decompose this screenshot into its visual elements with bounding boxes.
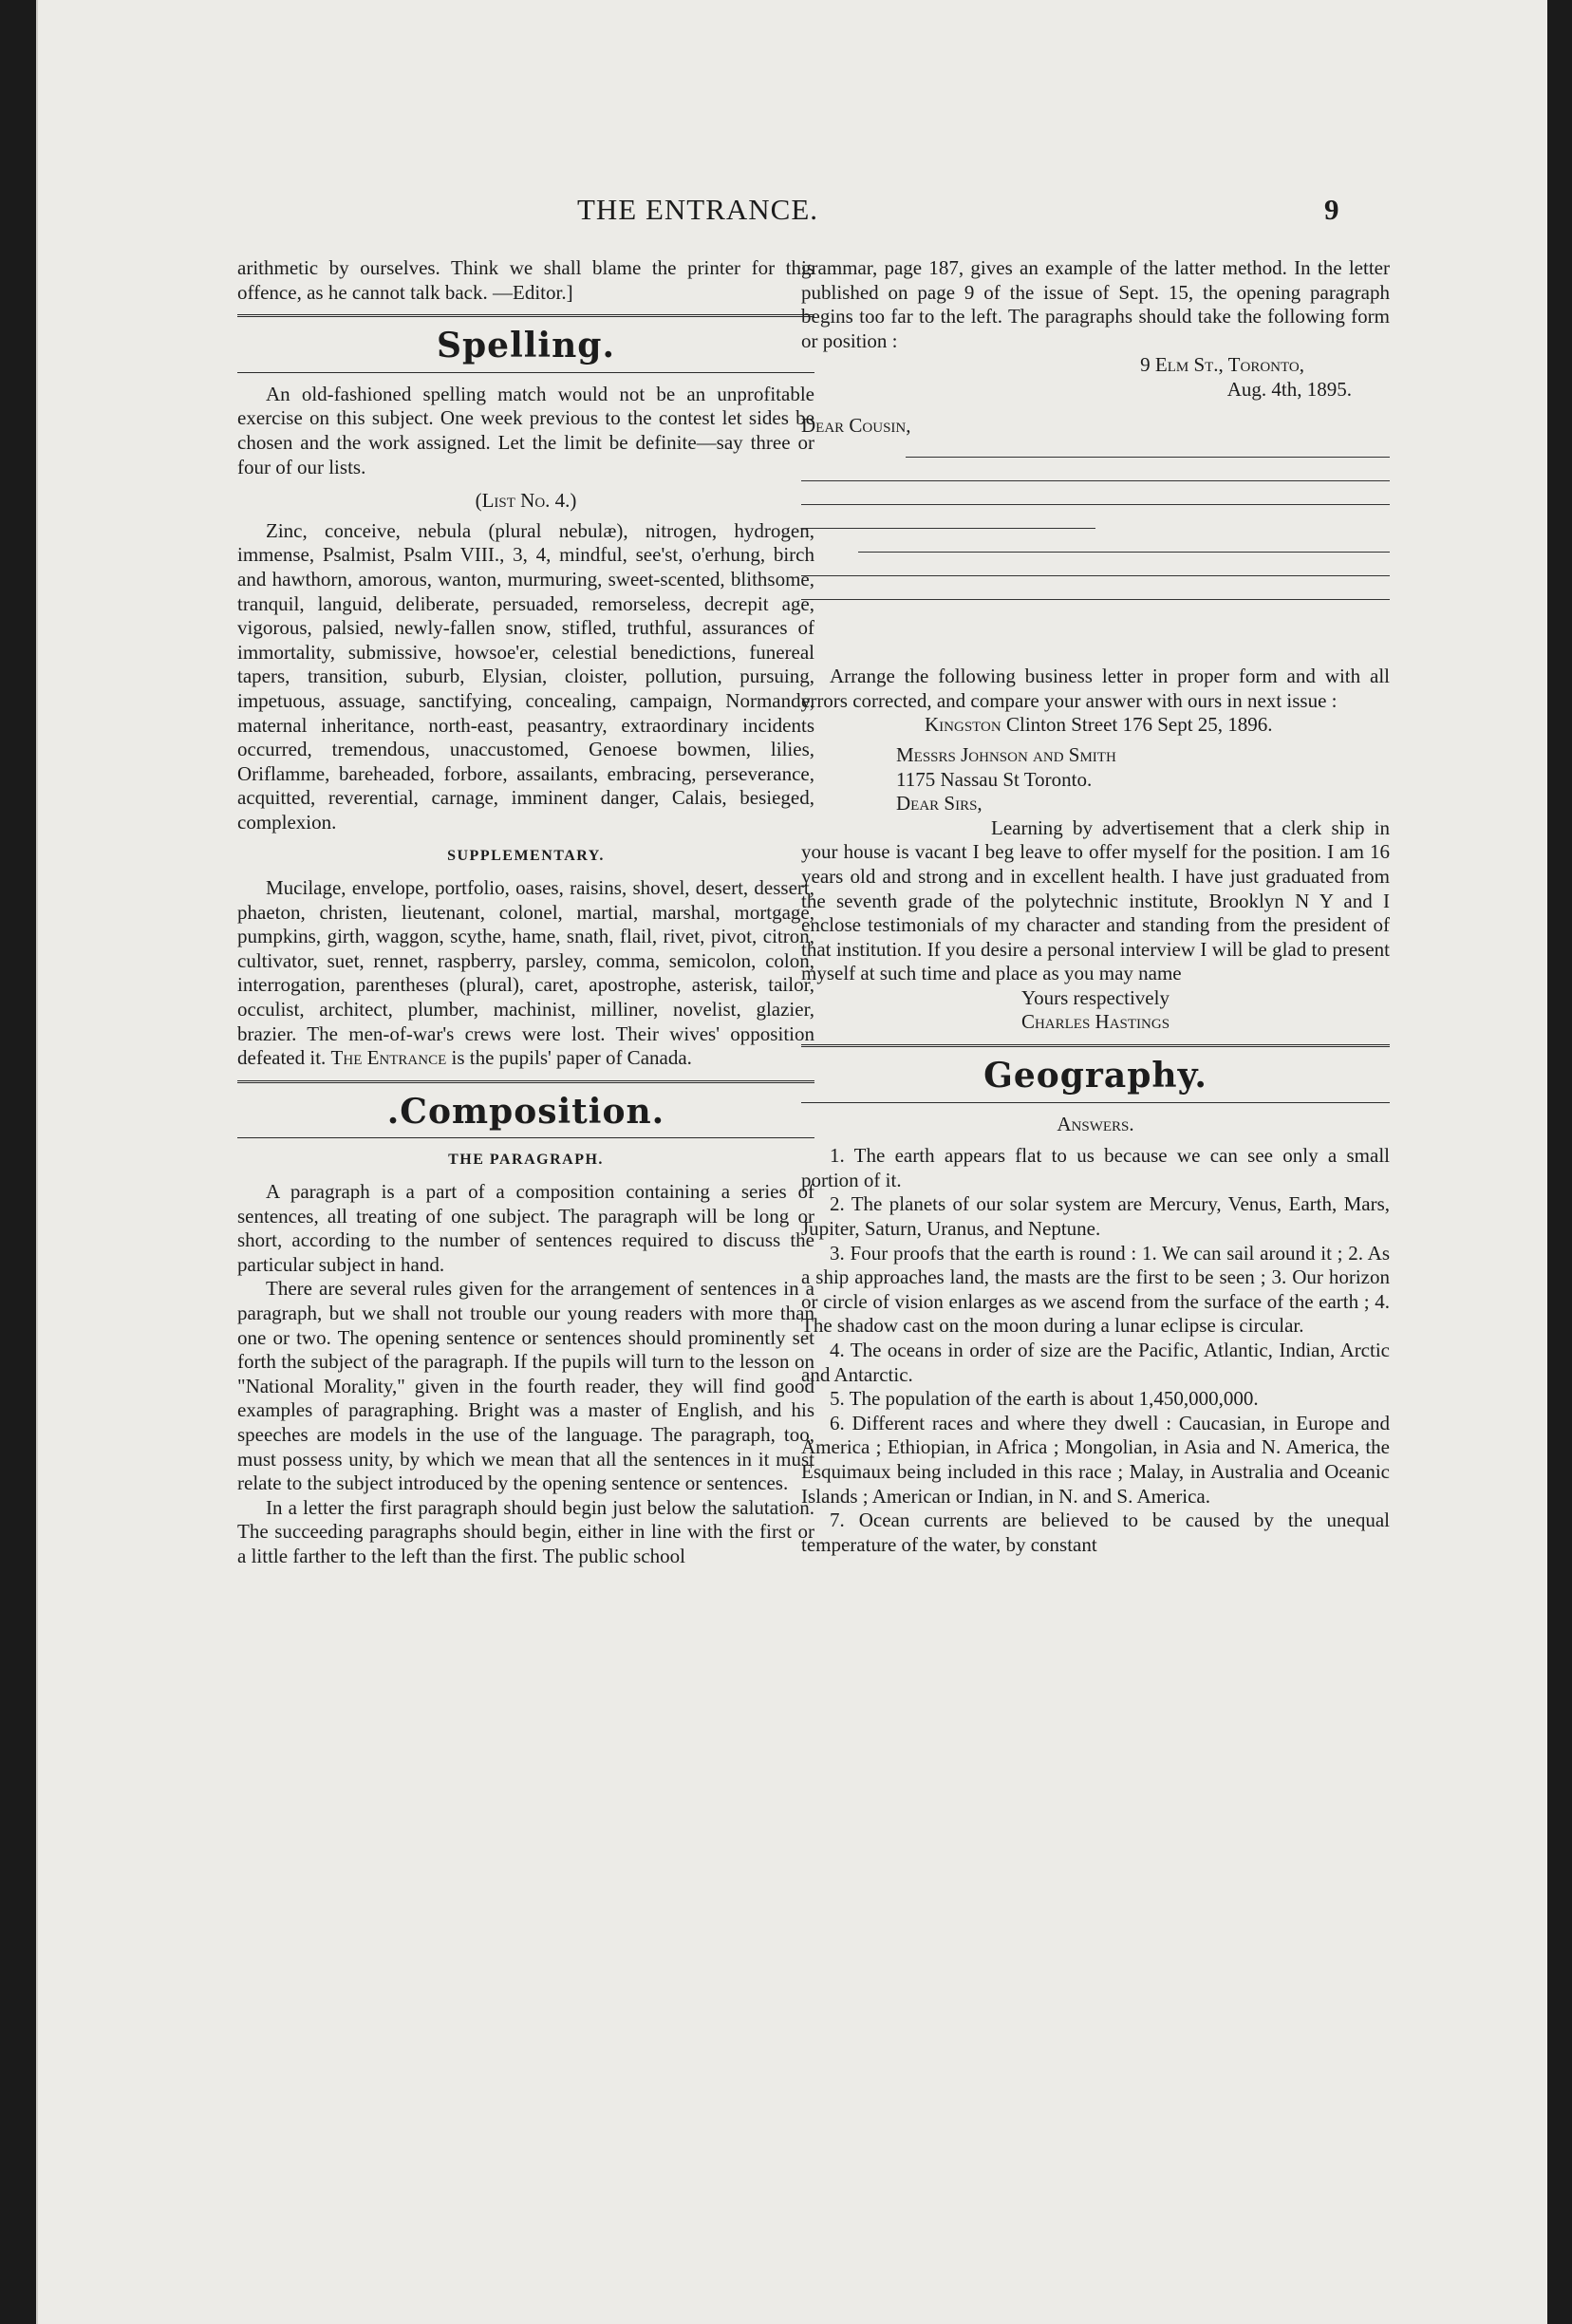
supplementary-words: Mucilage, envelope, portfolio, oases, raisins, shovel, desert, dessert, phaeton, christen, lieutenant, colonel, martial, marshal, mortgage, pumpkins, girth, waggon, scythe, hame, snath, flail, rivet, pivot, citron, cultivator, suet, rennet, raspberry, parsley, comma, semicolon, colon, interrogation, parentheses (plural), caret, apostrophe, asterisk, tailor, occulist, architect, plumber, machinist, milliner, novelist, glazier, brazier. The men-of-war's crews were lost. Their wives' opposition defeated it.	[237, 876, 814, 1070]
running-head: THE ENTRANCE.	[576, 193, 819, 226]
answer-item: 1. The earth appears flat to us because we can see only a small portion of it.	[801, 1144, 1390, 1191]
composition-paragraph: There are several rules given for the arrangement of sentences in a paragraph, but we shall not trouble our young readers with more than one or two. The opening sentence or sentences should prominently set forth the subject of the paragraph. If the pupils will turn to the lesson on "National Morality," given in the fourth reader, they will find good examples of paragraphing. Bright was a master of English, and his speeches are models in the use of the language. The paragraph, too, must possess unity, by which we mean that all the sentences in it must relate to the subject introduced by the opening sentence or sentences.	[237, 1277, 814, 1495]
supplementary-label: SUPPLEMENTARY.	[447, 848, 605, 865]
letter-body: Learning by advertisement that a clerk ship in your house is vacant I beg leave to offer myself for the position. I am 16 years old and strong and in excellent health. I have just graduated from the seventh grade of the polytechnic institute, Brooklyn N Y and I enclose testimonials of my character and standing from the president of that institution. If you desire a personal interview I will be glad to present myself at such time and place as you may name	[801, 815, 1390, 985]
section-rule	[801, 1102, 1390, 1103]
spelling-intro: An old-fashioned spelling match would not be an unprofitable exercise on this subject. One week previous to the contest let sides be chosen and the work assigned. Let the limit be definite—say three or four of our lists.	[237, 382, 814, 478]
geography-heading: Geography.	[983, 1056, 1207, 1096]
answer-item: 5. The population of the earth is about 1,450,000,000.	[830, 1387, 1259, 1411]
sample-salutation: Dear Cousin,	[801, 413, 911, 437]
letter-heading-rest: Clinton Street 176 Sept 25, 1896.	[1001, 713, 1273, 737]
section-rule	[237, 372, 814, 373]
letter-closing: Yours respectively	[1021, 985, 1170, 1009]
answer-item: 2. The planets of our solar system are Mercury, Venus, Earth, Mars, Jupiter, Saturn, Uranus, and Neptune.	[801, 1192, 1390, 1241]
right-column	[801, 256, 1390, 1557]
blank-line	[801, 528, 1095, 529]
page	[36, 0, 1547, 2324]
spacer	[801, 644, 1390, 665]
blank-line	[801, 575, 1390, 576]
letter-city: Kingston	[925, 713, 1001, 737]
answers-list	[801, 1144, 1390, 1557]
page-number: 9	[1324, 193, 1339, 226]
letter-heading	[925, 713, 1390, 738]
composition-heading: .Composition.	[386, 1091, 665, 1132]
paragraph-subheading: THE PARAGRAPH.	[448, 1152, 604, 1169]
list-label: (List No. 4.)	[475, 489, 577, 513]
spelling-list: Zinc, conceive, nebula (plural nebulæ), nitrogen, hydrogen, immense, Psalmist, Psalm VIII., 3, 4, mindful, see'st, o'erhung, birch and hawthorn, amorous, wanton, murmuring, sweet-scented, blithsome, tranquil, languid, deliberate, persuaded, remorseless, decrepit age, vigorous, palsied, newly-fallen snow, stifled, truthful, assurances of immortality, submissive, howsoe'er, celestial benedictions, funereal tapers, transition, suburb, Elysian, cloister, pollution, pursuing, impetuous, assuage, sanctifying, concealing, campaign, Normandy, maternal inheritance, north-east, peasantry, extraordinary incidents occurred, tremendous, unaccustomed, Genoese bowmen, lilies, Oriflamme, bareheaded, forbore, assailants, embracing, perseverance, acquitted, reverential, carnage, imminent danger, Calais, besieged, complexion.	[237, 518, 814, 834]
composition-paragraph: A paragraph is a part of a composition containing a series of sentences, all treating of one subject. The paragraph will be long or short, according to the number of sentences required to discuss the particular subject in hand.	[237, 1180, 814, 1276]
carryover-text: grammar, page 187, gives an example of the latter method. In the letter published on page 9 of the issue of Sept. 15, the opening paragraph begins too far to the left. The paragraphs should take the following form or position :	[801, 256, 1390, 352]
letter-addressee-street: 1175 Nassau St Toronto.	[896, 767, 1093, 791]
spelling-heading: Spelling.	[437, 326, 615, 366]
answer-item: 6. Different races and where they dwell : Caucasian, in Europe and America ; Ethiopian, in Africa ; Mongolian, in Asia and N. America, the Esquimaux being included in this race ; Malay, in Australia and Oceanic Islands ; American or Indian, in N. and S. America.	[801, 1411, 1390, 1508]
paper-name: The Entrance	[330, 1046, 447, 1070]
sample-date-line: Aug. 4th, 1895.	[1226, 377, 1352, 401]
answer-item: 3. Four proofs that the earth is round : 1. We can sail around it ; 2. As a ship approaches land, the masts are the first to be seen ; 3. Our horizon or circle of vision enlarges as we ascend from the surface of the earth ; 4. The shadow cast on the moon during a lunar eclipse is circular.	[801, 1241, 1390, 1338]
blank-line	[906, 457, 1390, 458]
sample-address-line: 9 Elm St., Toronto,	[1140, 353, 1304, 377]
section-rule	[237, 1080, 814, 1083]
section-rule	[801, 1044, 1390, 1047]
blank-line	[801, 504, 1390, 505]
composition-paragraph: In a letter the first paragraph should begin just below the salutation. The succeeding paragraphs should begin, either in line with the first or a little farther to the left than the first. The public school	[237, 1495, 814, 1567]
blank-line	[801, 599, 1390, 600]
blank-line	[858, 552, 1390, 553]
supplementary-list	[237, 876, 814, 1071]
carryover-text: arithmetic by ourselves. Think we shall blame the printer for this offence, as he cannot talk back. —Editor.]	[237, 256, 814, 304]
spacer	[801, 623, 1390, 644]
section-rule	[237, 1137, 814, 1138]
answer-item: 7. Ocean currents are believed to be caused by the unequal temperature of the water, by constant	[801, 1509, 1390, 1556]
letter-addressee: Messrs Johnson and Smith	[896, 742, 1116, 766]
answer-item: 4. The oceans in order of size are the Pacific, Atlantic, Indian, Arctic and Antarctic.	[801, 1339, 1390, 1386]
supplementary-tail: is the pupils' paper of Canada.	[446, 1046, 692, 1070]
section-rule	[237, 314, 814, 317]
blank-line	[801, 480, 1390, 481]
exercise-intro: Arrange the following business letter in proper form and with all errors corrected, and compare your answer with ours in next issue :	[801, 665, 1390, 712]
letter-signature: Charles Hastings	[1020, 1010, 1170, 1034]
answers-subheading: Answers.	[1057, 1112, 1134, 1135]
left-column	[237, 256, 814, 1569]
letter-salutation: Dear Sirs,	[896, 792, 982, 815]
